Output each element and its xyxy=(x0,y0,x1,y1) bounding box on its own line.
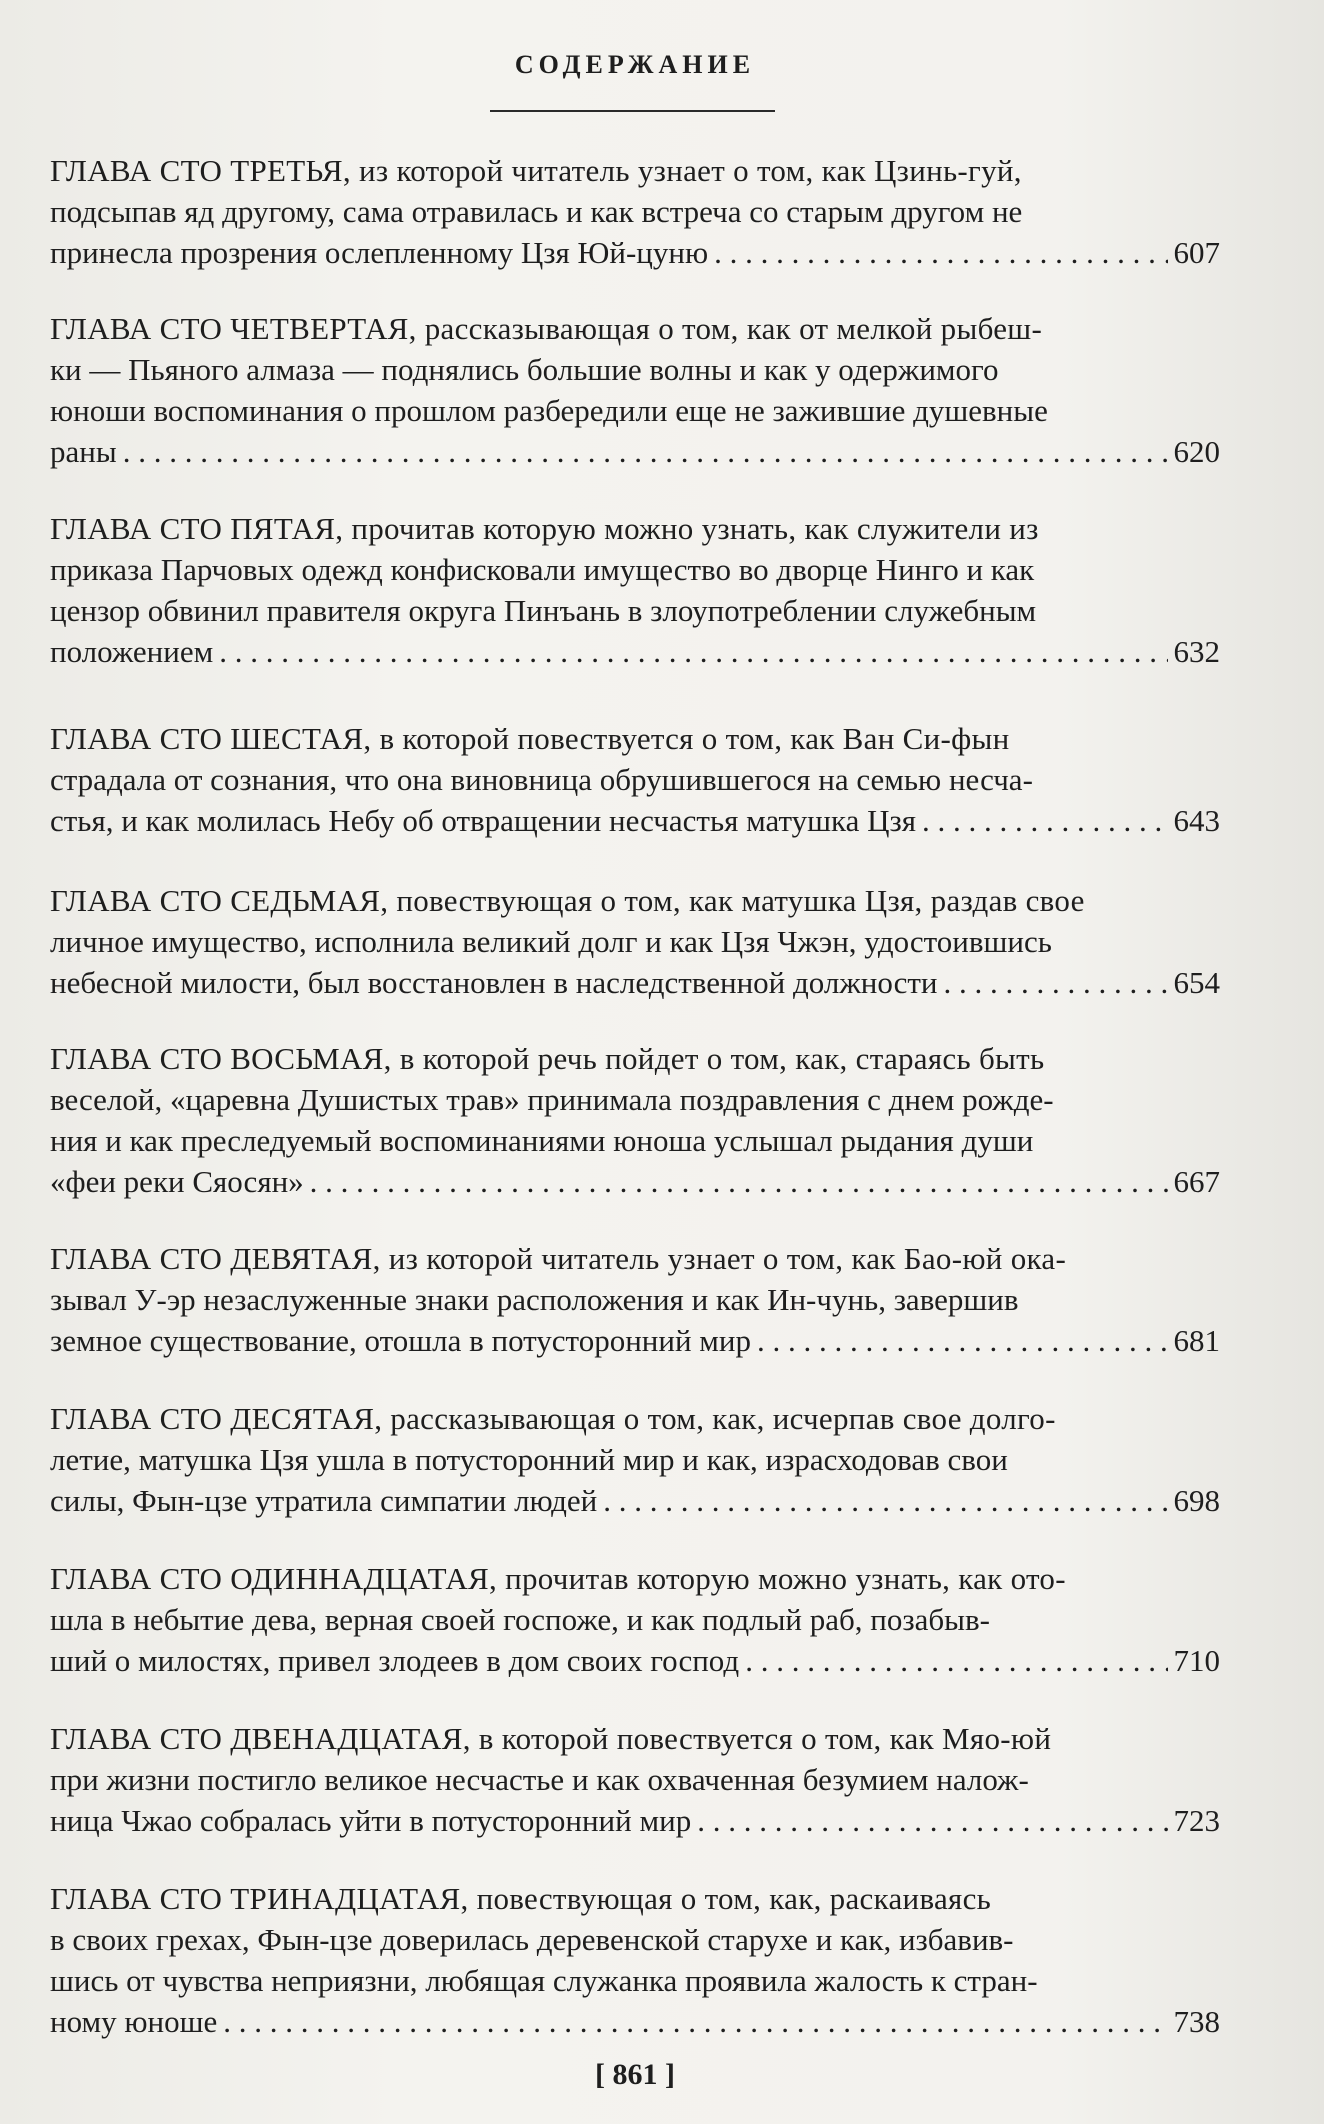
page-title: СОДЕРЖАНИЕ xyxy=(514,50,756,79)
entry-line: земное существование, отошла в потусторонний мир xyxy=(50,1323,752,1358)
entry-line: приказа Парчовых одежд конфисковали имущество во дворце Нинго и как xyxy=(50,552,1035,587)
entry-line: ки — Пьяного алмаза — поднялись большие волны и как у одержимого xyxy=(50,352,999,387)
entry-line: ГЛАВА СТО ТРИНАДЦАТАЯ, повествующая о том, как, раскаиваясь xyxy=(50,1881,992,1916)
entry-line: ГЛАВА СТО ТРЕТЬЯ, из которой читатель узнает о том, как Цзинь-гуй, xyxy=(50,153,1022,188)
entry-line: шись от чувства неприязни, любящая служанка проявила жалость к стран- xyxy=(50,1963,1038,1998)
entry-line: ГЛАВА СТО ОДИННАДЦАТАЯ, прочитав которую можно узнать, как ото- xyxy=(50,1561,1066,1596)
entry-last-line xyxy=(50,232,1220,273)
toc-entry xyxy=(50,308,1220,472)
entry-last-line xyxy=(50,1480,1220,1521)
dot-leader xyxy=(310,1161,1168,1202)
entry-page-number: 643 xyxy=(1173,803,1220,838)
entry-last-line xyxy=(50,631,1220,672)
entry-line: подсыпав яд другому, сама отравилась и как встреча со старым другом не xyxy=(50,194,1023,229)
dot-leader xyxy=(123,431,1168,472)
toc-entry xyxy=(50,150,1220,273)
entry-line: небесной милости, был восстановлен в наследственной должности xyxy=(50,965,938,1000)
entry-line: стья, и как молилась Небу об отвращении несчастья матушка Цзя xyxy=(50,803,916,838)
entry-line: при жизни постигло великое несчастье и как охваченная безумием налож- xyxy=(50,1762,1029,1797)
entry-page-number: 738 xyxy=(1173,2004,1220,2039)
entry-last-line xyxy=(50,1161,1220,1202)
entry-last-line xyxy=(50,2001,1220,2042)
dot-leader xyxy=(757,1320,1167,1361)
entry-page-number: 681 xyxy=(1173,1323,1220,1358)
entry-line: ГЛАВА СТО СЕДЬМАЯ, повествующая о том, как матушка Цзя, раздав свое xyxy=(50,883,1085,918)
entry-line: ГЛАВА СТО ВОСЬМАЯ, в которой речь пойдет о том, как, стараясь быть xyxy=(50,1041,1045,1076)
dot-leader xyxy=(223,2001,1167,2042)
page-number: [ 861 ] xyxy=(595,2058,675,2091)
entry-line: ГЛАВА СТО ПЯТАЯ, прочитав которую можно узнать, как служители из xyxy=(50,511,1039,546)
entry-line: юноши воспоминания о прошлом разбередили еще не зажившие душевные xyxy=(50,393,1048,428)
dot-leader xyxy=(603,1480,1167,1521)
entry-line: в своих грехах, Фын-цзе доверилась деревенской старухе и как, избавив- xyxy=(50,1922,1014,1957)
dot-leader xyxy=(714,232,1167,273)
dot-leader xyxy=(697,1800,1167,1841)
entry-line: летие, матушка Цзя ушла в потусторонний мир и как, израсходовав свои xyxy=(50,1442,1008,1477)
entry-line: положением xyxy=(50,634,214,669)
entry-line: ГЛАВА СТО ШЕСТАЯ, в которой повествуется о том, как Ван Си-фын xyxy=(50,721,1010,756)
page-header xyxy=(0,50,1270,80)
entry-last-line xyxy=(50,1320,1220,1361)
entry-line: ница Чжао собралась уйти в потусторонний мир xyxy=(50,1803,692,1838)
header-underline xyxy=(490,110,775,112)
toc-entry xyxy=(50,508,1220,672)
toc-entry xyxy=(50,1878,1220,2042)
toc-entry xyxy=(50,1718,1220,1841)
entry-line: принесла прозрения ослепленному Цзя Юй-цуню xyxy=(50,235,709,270)
entry-last-line xyxy=(50,800,1220,841)
toc-entry xyxy=(50,880,1220,1003)
entry-last-line xyxy=(50,1800,1220,1841)
entry-last-line xyxy=(50,962,1220,1003)
entry-last-line xyxy=(50,431,1220,472)
entry-page-number: 698 xyxy=(1173,1483,1220,1518)
entry-page-number: 710 xyxy=(1173,1643,1220,1678)
entry-page-number: 654 xyxy=(1173,965,1220,1000)
dot-leader xyxy=(944,962,1168,1003)
entry-page-number: 632 xyxy=(1173,634,1220,669)
entry-line: ГЛАВА СТО ДВЕНАДЦАТАЯ, в которой повествуется о том, как Мяо-юй xyxy=(50,1721,1052,1756)
entry-page-number: 723 xyxy=(1173,1803,1220,1838)
entry-line: цензор обвинил правителя округа Пинъань в злоупотреблении служебным xyxy=(50,593,1037,628)
toc-entry xyxy=(50,1038,1220,1202)
entry-line: раны xyxy=(50,434,117,469)
entry-line: зывал У-эр незаслуженные знаки расположения и как Ин-чунь, завершив xyxy=(50,1282,1019,1317)
entry-line: страдала от сознания, что она виновница обрушившегося на семью несча- xyxy=(50,762,1033,797)
entry-last-line xyxy=(50,1640,1220,1681)
entry-page-number: 620 xyxy=(1173,434,1220,469)
toc-entry xyxy=(50,1558,1220,1681)
dot-leader xyxy=(922,800,1168,841)
entry-line: ГЛАВА СТО ЧЕТВЕРТАЯ, рассказывающая о том, как от мелкой рыбеш- xyxy=(50,311,1043,346)
entry-line: ному юноше xyxy=(50,2004,218,2039)
entry-page-number: 667 xyxy=(1173,1164,1220,1199)
toc-entry xyxy=(50,1238,1220,1361)
entry-line: ГЛАВА СТО ДЕВЯТАЯ, из которой читатель узнает о том, как Бао-юй ока- xyxy=(50,1241,1067,1276)
entry-page-number: 607 xyxy=(1173,235,1220,270)
entry-line: силы, Фын-цзе утратила симпатии людей xyxy=(50,1483,598,1518)
entry-line: личное имущество, исполнила великий долг и как Цзя Чжэн, удостоившись xyxy=(50,924,1052,959)
entry-line: веселой, «царевна Душистых трав» принимала поздравления с днем рожде- xyxy=(50,1082,1054,1117)
dot-leader xyxy=(745,1640,1167,1681)
entry-line: ший о милостях, привел злодеев в дом своих господ xyxy=(50,1643,740,1678)
entry-line: ния и как преследуемый воспоминаниями юноша услышал рыдания души xyxy=(50,1123,1034,1158)
entry-line: «феи реки Сяосян» xyxy=(50,1164,304,1199)
toc-entry xyxy=(50,718,1220,841)
dot-leader xyxy=(219,631,1167,672)
entry-line: ГЛАВА СТО ДЕСЯТАЯ, рассказывающая о том, как, исчерпав свое долго- xyxy=(50,1401,1056,1436)
toc-entry xyxy=(50,1398,1220,1521)
entry-line: шла в небытие дева, верная своей госпоже, и как подлый раб, позабыв- xyxy=(50,1602,990,1637)
